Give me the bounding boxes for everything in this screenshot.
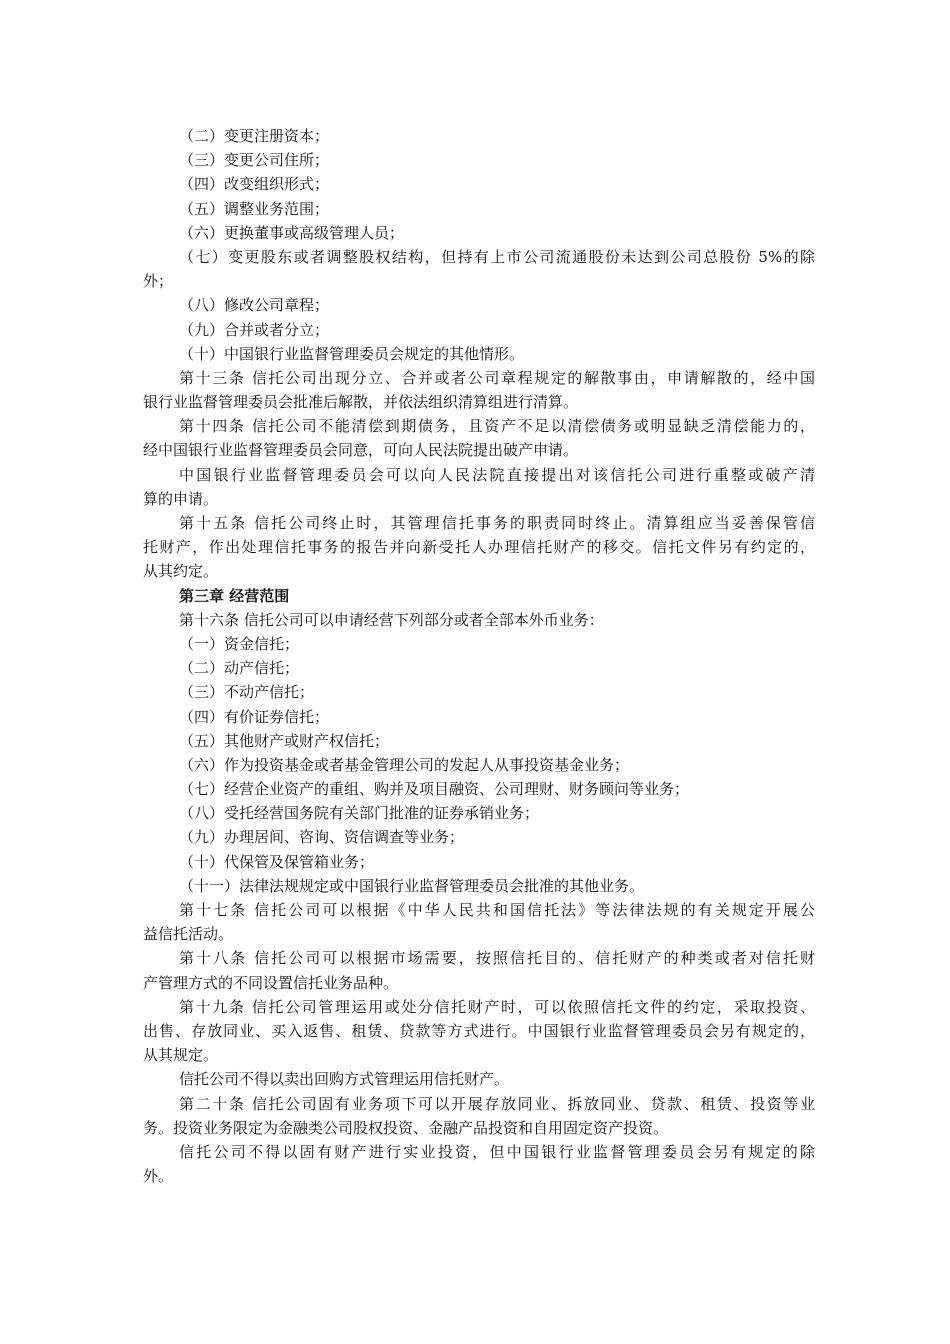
chapter-heading: 第三章 经营范围	[179, 586, 290, 605]
text-line: 务。投资业务限定为金融类公司股权投资、金融产品投资和自用固定资产投资。	[143, 1118, 669, 1137]
text-line: 外。	[143, 1167, 174, 1186]
text-line: （三）不动产信托；	[179, 683, 315, 702]
text-line: （八）受托经营国务院有关部门批准的证券承销业务；	[179, 804, 540, 823]
text-line: 第二十条 信托公司固有业务项下可以开展存放同业、拆放同业、贷款、租赁、投资等业	[179, 1094, 815, 1113]
text-line: （四）改变组织形式；	[179, 175, 330, 194]
text-line: （二）动产信托；	[179, 659, 300, 678]
text-line: 出售、存放同业、买入返售、租赁、贷款等方式进行。中国银行业监督管理委员会另有规定的，	[143, 1021, 815, 1040]
text-line: 经中国银行业监督管理委员会同意，可向人民法院提出破产申请。	[143, 441, 579, 460]
text-line: 中国银行业监督管理委员会可以向人民法院直接提出对该信托公司进行重整或破产清	[179, 465, 815, 484]
text-line: 益信托活动。	[143, 925, 234, 944]
text-line: 从其约定。	[143, 562, 219, 581]
text-line: 产管理方式的不同设置信托业务品种。	[143, 973, 399, 992]
text-line: （九）合并或者分立；	[179, 320, 330, 339]
text-line: 第十八条 信托公司可以根据市场需要，按照信托目的、信托财产的种类或者对信托财	[179, 949, 815, 968]
text-line: 从其规定。	[143, 1046, 219, 1065]
text-line: 第十七条 信托公司可以根据《中华人民共和国信托法》等法律法规的有关规定开展公	[179, 901, 815, 919]
text-line: 算的申请。	[143, 489, 219, 508]
text-line: 银行业监督管理委员会批准后解散，并依法组织清算组进行清算。	[143, 393, 579, 412]
text-line: （十）中国银行业监督管理委员会规定的其他情形。	[179, 344, 525, 363]
document-body	[143, 124, 815, 1188]
text-line: 第十五条 信托公司终止时，其管理信托事务的职责同时终止。清算组应当妥善保管信	[179, 514, 815, 532]
text-line: 第十三条 信托公司出现分立、合并或者公司章程规定的解散事由，申请解散的，经中国	[179, 368, 815, 387]
text-line: （二）变更注册资本；	[179, 127, 330, 145]
text-line: （五）其他财产或财产权信托；	[179, 731, 390, 750]
text-line: （十一）法律法规规定或中国银行业监督管理委员会批准的其他业务。	[179, 876, 645, 895]
text-line: 信托公司不得以固有财产进行实业投资，但中国银行业监督管理委员会另有规定的除	[179, 1142, 815, 1161]
text-line: 信托公司不得以卖出回购方式管理运用信托财产。	[179, 1070, 510, 1089]
text-line: （六）更换董事或高级管理人员；	[179, 223, 405, 242]
text-line: （七）经营企业资产的重组、购并及项目融资、公司理财、财务顾问等业务；	[179, 780, 690, 799]
text-line: 第十四条 信托公司不能清偿到期债务，且资产不足以清偿债务或明显缺乏清偿能力的，	[179, 417, 815, 436]
text-line: 第十九条 信托公司管理运用或处分信托财产时，可以依照信托文件的约定，采取投资、	[179, 997, 815, 1016]
text-line: 外；	[143, 272, 174, 291]
text-line: （四）有价证券信托；	[179, 707, 330, 726]
text-line: （九）办理居间、咨询、资信调查等业务；	[179, 828, 465, 847]
text-line: （八）修改公司章程；	[179, 296, 330, 315]
text-line: （六）作为投资基金或者基金管理公司的发起人从事投资基金业务；	[179, 755, 630, 774]
text-line: （七）变更股东或者调整股权结构，但持有上市公司流通股份未达到公司总股份 5%的除	[179, 247, 815, 266]
text-line: 第十六条 信托公司可以申请经营下列部分或者全部本外币业务：	[179, 610, 604, 629]
text-line: （五）调整业务范围；	[179, 199, 330, 218]
text-line: （三）变更公司住所；	[179, 151, 330, 170]
text-line: （十）代保管及保管箱业务；	[179, 852, 375, 871]
text-line: （一）资金信托；	[179, 634, 300, 653]
text-line: 托财产，作出处理信托事务的报告并向新受托人办理信托财产的移交。信托文件另有约定的，	[143, 538, 815, 557]
